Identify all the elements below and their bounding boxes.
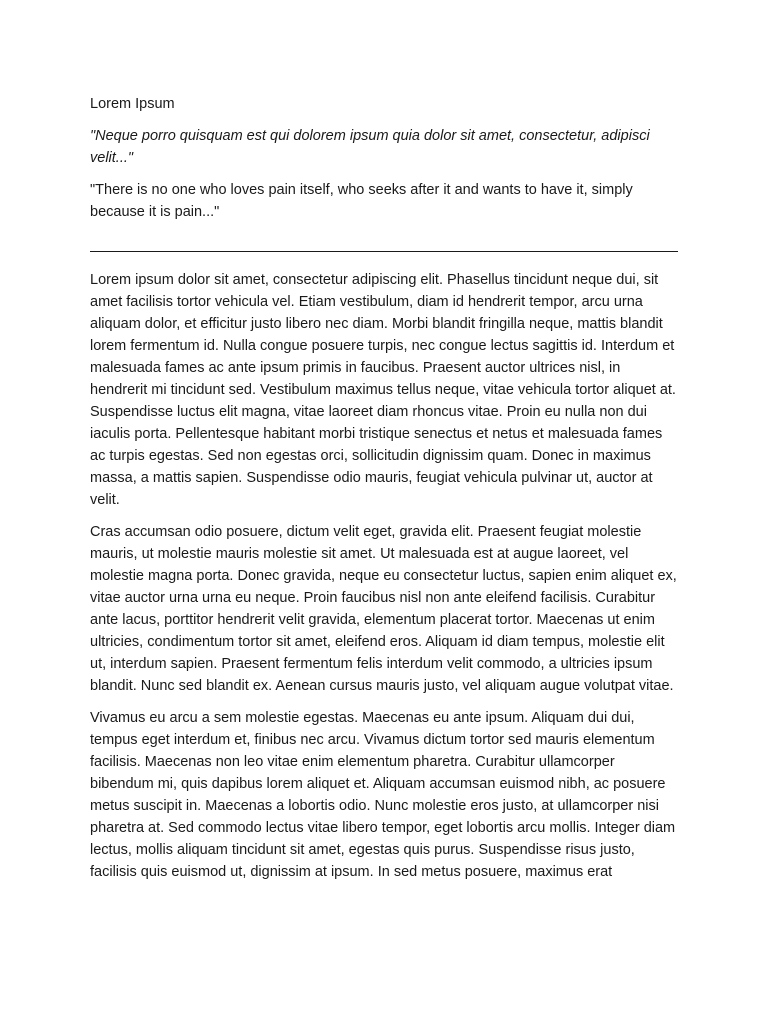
- body-paragraph-1: Lorem ipsum dolor sit amet, consectetur adipiscing elit. Phasellus tincidunt neque dui, sit amet facilisis tortor vehicula vel. Etiam vestibulum, diam id hendrerit tempor, arcu urna aliquam dolor, et efficitur justo libero nec diam. Morbi blandit fringilla neque, mattis blandit lorem fermentum id. Nulla congue posuere turpis, nec congue lectus sagittis id. Interdum et malesuada fames ac ante ipsum primis in faucibus. Praesent auctor ultrices nisl, in hendrerit mi tincidunt sed. Vestibulum maximus tellus neque, vitae vehicula tortor aliquet at. Suspendisse luctus elit magna, vitae laoreet diam rhoncus vitae. Proin eu nulla non dui iaculis porta. Pellentesque habitant morbi tristique senectus et netus et malesuada fames ac turpis egestas. Sed non egestas orci, sollicitudin dignissim quam. Donec in maximus massa, a mattis sapien. Suspendisse odio mauris, feugiat vehicula pulvinar ut, auctor at velit.: [90, 272, 676, 508]
- horizontal-divider: [90, 251, 678, 252]
- document-title: Lorem Ipsum: [90, 96, 175, 112]
- latin-quote: "Neque porro quisquam est qui dolorem ipsum quia dolor sit amet, consectetur, adipisci velit...": [90, 128, 650, 166]
- body-paragraph-3: Vivamus eu arcu a sem molestie egestas. Maecenas eu ante ipsum. Aliquam dui dui, tempus eget interdum et, finibus nec arcu. Vivamus dictum tortor sed mauris elementum facilisis. Maecenas non leo vitae enim elementum pharetra. Curabitur ullamcorper bibendum mi, quis dapibus lorem aliquet et. Aliquam accumsan euismod nibh, ac posuere metus suscipit in. Maecenas a lobortis odio. Nunc molestie eros justo, at ullamcorper nisi pharetra at. Sed commodo lectus vitae libero tempor, eget lobortis arcu mollis. Integer diam lectus, mollis aliquam tincidunt sit amet, egestas quis purus. Suspendisse risus justo, facilisis quis euismod ut, dignissim at ipsum. In sed metus posuere, maximus erat: [90, 710, 676, 880]
- body-paragraph-2: Cras accumsan odio posuere, dictum velit eget, gravida elit. Praesent feugiat molestie mauris, ut molestie mauris molestie sit amet. Ut malesuada est at augue laoreet, vel molestie magna porta. Donec gravida, neque eu consectetur luctus, sapien enim aliquet ex, vitae auctor urna urna eu neque. Proin faucibus nisl non ante eleifend facilisis. Curabitur ante lacus, porttitor hendrerit velit gravida, elementum placerat tortor. Maecenas ut enim ultricies, condimentum tortor sit amet, eleifend eros. Aliquam id diam tempus, molestie elit ut, interdum sapien. Praesent fermentum felis interdum velit commodo, a ultricies ipsum blandit. Nunc sed blandit ex. Aenean cursus mauris justo, vel aliquam augue volutpat vitae.: [90, 524, 677, 694]
- english-quote: "There is no one who loves pain itself, who seeks after it and wants to have it, simply because it is pain...": [90, 182, 633, 220]
